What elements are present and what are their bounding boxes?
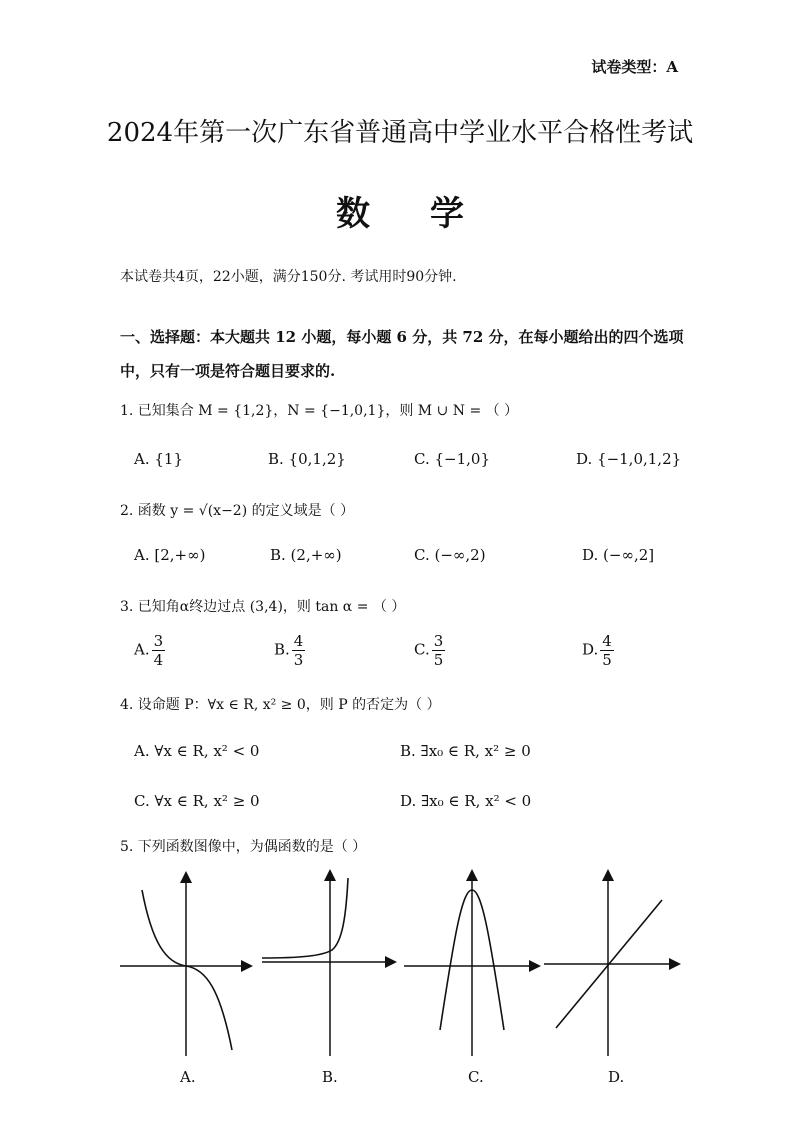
denominator: 5: [602, 651, 612, 669]
question-3-option-b: [274, 632, 305, 669]
question-3-stem: 3. 已知角α终边过点 (3,4)，则 tan α = （ ）: [120, 599, 406, 615]
fraction: [292, 632, 306, 669]
graph-c: [402, 868, 542, 1058]
fraction: [152, 632, 166, 669]
question-3-option-a: [134, 632, 165, 669]
graph-d-label: D.: [608, 1068, 625, 1086]
question-4-option-c: C. ∀x ∈ R, x² ≥ 0: [134, 792, 260, 810]
denominator: 4: [153, 651, 164, 669]
denominator: 5: [433, 651, 444, 669]
section-heading: 一、选择题：本大题共 12 小题，每小题 6 分，共 72 分，在每小题给出的四个选项中，只有一项是符合题目要求的.: [120, 328, 684, 380]
curve: [262, 878, 348, 958]
fraction: [432, 632, 446, 669]
numerator: 3: [433, 632, 444, 650]
question-1-option-c: C. {−1,0}: [414, 450, 490, 468]
option-letter: D.: [582, 640, 599, 659]
graph-b-label: B.: [322, 1068, 338, 1086]
graph-d: [542, 868, 682, 1058]
question-1-option-d: D. {−1,0,1,2}: [576, 450, 682, 468]
question-2-option-c: C. (−∞,2): [414, 546, 486, 564]
numerator: 4: [293, 632, 304, 650]
subject-title: 数学: [336, 194, 524, 234]
graph-c-label: C.: [468, 1068, 484, 1086]
graph-a-label: A.: [180, 1068, 196, 1086]
question-4-option-b: B. ∃x₀ ∈ R, x² ≥ 0: [400, 742, 531, 760]
numerator: 4: [602, 632, 612, 650]
paper-type-label: 试卷类型：A: [591, 58, 678, 76]
question-3-option-c: [414, 632, 445, 669]
question-3-option-d: [582, 632, 614, 669]
option-letter: B.: [274, 640, 290, 659]
exam-title: 2024年第一次广东省普通高中学业水平合格性考试: [106, 118, 694, 148]
fraction: [600, 632, 614, 669]
curve: [142, 890, 232, 1050]
numerator: 3: [153, 632, 164, 650]
question-4-option-d: D. ∃x₀ ∈ R, x² < 0: [400, 792, 532, 810]
question-1-stem: 1. 已知集合 M = {1,2}，N = {−1,0,1}，则 M ∪ N = （ ）: [120, 403, 519, 419]
denominator: 3: [293, 651, 304, 669]
option-letter: C.: [414, 640, 430, 659]
question-2-option-d: D. (−∞,2]: [582, 546, 655, 564]
option-letter: A.: [134, 640, 150, 659]
question-1-option-a: A. {1}: [134, 450, 183, 468]
question-1-option-b: B. {0,1,2}: [268, 450, 346, 468]
graph-b: [260, 868, 400, 1058]
question-5-stem: 5. 下列函数图像中，为偶函数的是（ ）: [120, 839, 367, 855]
question-2-option-a: A. [2,+∞): [134, 546, 206, 564]
question-4-stem: 4. 设命题 P：∀x ∈ R, x² ≥ 0，则 P 的否定为（ ）: [120, 697, 441, 713]
question-2-option-b: B. (2,+∞): [270, 546, 342, 564]
graph-a: [118, 868, 258, 1058]
exam-intro: 本试卷共4页，22小题，满分150分. 考试用时90分钟.: [120, 269, 457, 285]
question-4-option-a: A. ∀x ∈ R, x² < 0: [134, 742, 260, 760]
question-2-stem: 2. 函数 y = √(x−2) 的定义域是（ ）: [120, 503, 355, 519]
